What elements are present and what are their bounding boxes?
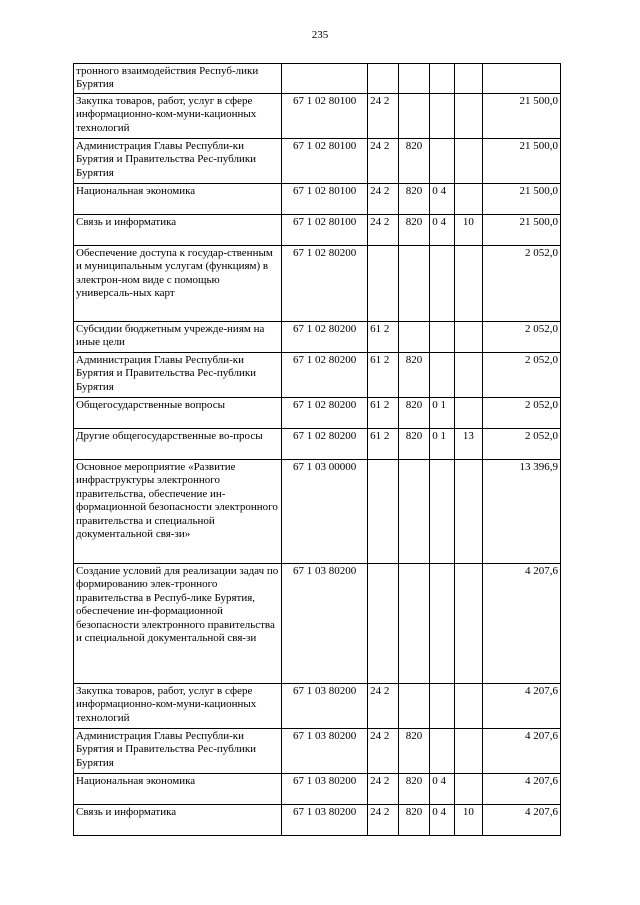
section-cell xyxy=(430,94,455,139)
expense-type-cell xyxy=(368,246,399,322)
subsection-cell xyxy=(455,684,482,729)
expense-type-cell: 24 2 xyxy=(368,729,399,774)
target-code-cell xyxy=(282,64,368,94)
administrator-cell: 820 xyxy=(398,805,430,836)
table-row xyxy=(74,246,561,322)
expense-type-cell: 24 2 xyxy=(368,215,399,246)
administrator-cell: 820 xyxy=(398,729,430,774)
section-cell xyxy=(430,684,455,729)
section-cell xyxy=(430,246,455,322)
row-name-cell: Администрация Главы Республи-ки Бурятия и Правительства Рес-публики Бурятия xyxy=(74,353,282,398)
target-code-cell: 67 1 03 80200 xyxy=(282,684,368,729)
administrator-cell xyxy=(398,460,430,564)
amount-cell: 2 052,0 xyxy=(482,322,560,353)
expense-type-cell: 24 2 xyxy=(368,684,399,729)
target-code-cell: 67 1 03 80200 xyxy=(282,805,368,836)
target-code-cell: 67 1 03 00000 xyxy=(282,460,368,564)
table-row xyxy=(74,94,561,139)
amount-cell: 21 500,0 xyxy=(482,139,560,184)
subsection-cell xyxy=(455,774,482,805)
amount-cell: 2 052,0 xyxy=(482,246,560,322)
expense-type-cell: 24 2 xyxy=(368,184,399,215)
amount-cell: 4 207,6 xyxy=(482,729,560,774)
subsection-cell: 10 xyxy=(455,215,482,246)
table-row xyxy=(74,184,561,215)
target-code-cell: 67 1 03 80200 xyxy=(282,729,368,774)
expense-type-cell xyxy=(368,64,399,94)
row-name-cell: Национальная экономика xyxy=(74,774,282,805)
row-name-cell: Создание условий для реализации задач по формированию элек-тронного правительства в Респуб-лике Бурятия, обеспечение ин-формационной безопасности электронного правительства и специальной документальной свя-зи xyxy=(74,564,282,684)
subsection-cell xyxy=(455,184,482,215)
target-code-cell: 67 1 02 80200 xyxy=(282,398,368,429)
section-cell xyxy=(430,460,455,564)
table-row xyxy=(74,215,561,246)
row-name-cell: Закупка товаров, работ, услуг в сфере информационно-ком-муни-кационных технологий xyxy=(74,94,282,139)
target-code-cell: 67 1 02 80100 xyxy=(282,94,368,139)
administrator-cell: 820 xyxy=(398,398,430,429)
subsection-cell xyxy=(455,246,482,322)
section-cell: 0 4 xyxy=(430,805,455,836)
table-row xyxy=(74,460,561,564)
row-name-cell: Администрация Главы Республи-ки Бурятия и Правительства Рес-публики Бурятия xyxy=(74,139,282,184)
table-row xyxy=(74,774,561,805)
expense-type-cell: 61 2 xyxy=(368,322,399,353)
budget-table xyxy=(73,63,561,836)
expense-type-cell xyxy=(368,460,399,564)
table-row xyxy=(74,322,561,353)
table-row xyxy=(74,398,561,429)
section-cell: 0 4 xyxy=(430,215,455,246)
administrator-cell: 820 xyxy=(398,139,430,184)
table-row xyxy=(74,729,561,774)
section-cell: 0 4 xyxy=(430,184,455,215)
section-cell xyxy=(430,729,455,774)
row-name-cell: Основное мероприятие «Развитие инфраструктуры электронного правительства, обеспечение ин-формационной безопасности электронного правительства и специальной документальной свя-зи» xyxy=(74,460,282,564)
row-name-cell: Связь и информатика xyxy=(74,215,282,246)
target-code-cell: 67 1 02 80100 xyxy=(282,215,368,246)
administrator-cell: 820 xyxy=(398,429,430,460)
amount-cell: 21 500,0 xyxy=(482,94,560,139)
subsection-cell xyxy=(455,460,482,564)
section-cell xyxy=(430,139,455,184)
table-row xyxy=(74,805,561,836)
expense-type-cell: 24 2 xyxy=(368,805,399,836)
row-name-cell: Закупка товаров, работ, услуг в сфере информационно-ком-муни-кационных технологий xyxy=(74,684,282,729)
target-code-cell: 67 1 03 80200 xyxy=(282,564,368,684)
subsection-cell xyxy=(455,353,482,398)
row-name-cell: Администрация Главы Республи-ки Бурятия и Правительства Рес-публики Бурятия xyxy=(74,729,282,774)
administrator-cell: 820 xyxy=(398,353,430,398)
subsection-cell xyxy=(455,139,482,184)
expense-type-cell: 61 2 xyxy=(368,398,399,429)
expense-type-cell: 24 2 xyxy=(368,139,399,184)
section-cell: 0 1 xyxy=(430,398,455,429)
subsection-cell xyxy=(455,322,482,353)
administrator-cell xyxy=(398,564,430,684)
target-code-cell: 67 1 02 80200 xyxy=(282,353,368,398)
row-name-cell: Связь и информатика xyxy=(74,805,282,836)
target-code-cell: 67 1 02 80200 xyxy=(282,246,368,322)
table-row xyxy=(74,353,561,398)
amount-cell: 4 207,6 xyxy=(482,564,560,684)
target-code-cell: 67 1 03 80200 xyxy=(282,774,368,805)
expense-type-cell: 24 2 xyxy=(368,94,399,139)
target-code-cell: 67 1 02 80200 xyxy=(282,429,368,460)
amount-cell: 21 500,0 xyxy=(482,184,560,215)
expense-type-cell: 24 2 xyxy=(368,774,399,805)
subsection-cell xyxy=(455,64,482,94)
administrator-cell xyxy=(398,246,430,322)
amount-cell: 21 500,0 xyxy=(482,215,560,246)
expense-type-cell xyxy=(368,564,399,684)
row-name-cell: Субсидии бюджетным учрежде-ниям на иные цели xyxy=(74,322,282,353)
target-code-cell: 67 1 02 80200 xyxy=(282,322,368,353)
section-cell xyxy=(430,322,455,353)
table-row xyxy=(74,684,561,729)
target-code-cell: 67 1 02 80100 xyxy=(282,139,368,184)
administrator-cell: 820 xyxy=(398,215,430,246)
subsection-cell xyxy=(455,398,482,429)
amount-cell: 4 207,6 xyxy=(482,774,560,805)
amount-cell xyxy=(482,64,560,94)
row-name-cell: Национальная экономика xyxy=(74,184,282,215)
amount-cell: 13 396,9 xyxy=(482,460,560,564)
row-name-cell: Общегосударственные вопросы xyxy=(74,398,282,429)
subsection-cell: 10 xyxy=(455,805,482,836)
amount-cell: 2 052,0 xyxy=(482,398,560,429)
expense-type-cell: 61 2 xyxy=(368,429,399,460)
subsection-cell xyxy=(455,94,482,139)
subsection-cell xyxy=(455,729,482,774)
administrator-cell: 820 xyxy=(398,184,430,215)
section-cell xyxy=(430,564,455,684)
amount-cell: 4 207,6 xyxy=(482,805,560,836)
table-body xyxy=(74,64,561,836)
administrator-cell xyxy=(398,94,430,139)
subsection-cell xyxy=(455,564,482,684)
section-cell xyxy=(430,353,455,398)
row-name-cell: Другие общегосударственные во-просы xyxy=(74,429,282,460)
target-code-cell: 67 1 02 80100 xyxy=(282,184,368,215)
page-number: 235 xyxy=(311,29,329,41)
row-name-cell: тронного взаимодействия Респуб-лики Бурятия xyxy=(74,64,282,94)
table-row xyxy=(74,564,561,684)
section-cell: 0 4 xyxy=(430,774,455,805)
subsection-cell: 13 xyxy=(455,429,482,460)
section-cell xyxy=(430,64,455,94)
administrator-cell: 820 xyxy=(398,774,430,805)
administrator-cell xyxy=(398,64,430,94)
amount-cell: 2 052,0 xyxy=(482,353,560,398)
table-row xyxy=(74,429,561,460)
administrator-cell xyxy=(398,322,430,353)
amount-cell: 4 207,6 xyxy=(482,684,560,729)
expense-type-cell: 61 2 xyxy=(368,353,399,398)
row-name-cell: Обеспечение доступа к государ-ственным и муниципальным услугам (функциям) в электрон-ном виде с помощью универсаль-ных карт xyxy=(74,246,282,322)
table-row xyxy=(74,64,561,94)
table-row xyxy=(74,139,561,184)
administrator-cell xyxy=(398,684,430,729)
section-cell: 0 1 xyxy=(430,429,455,460)
amount-cell: 2 052,0 xyxy=(482,429,560,460)
